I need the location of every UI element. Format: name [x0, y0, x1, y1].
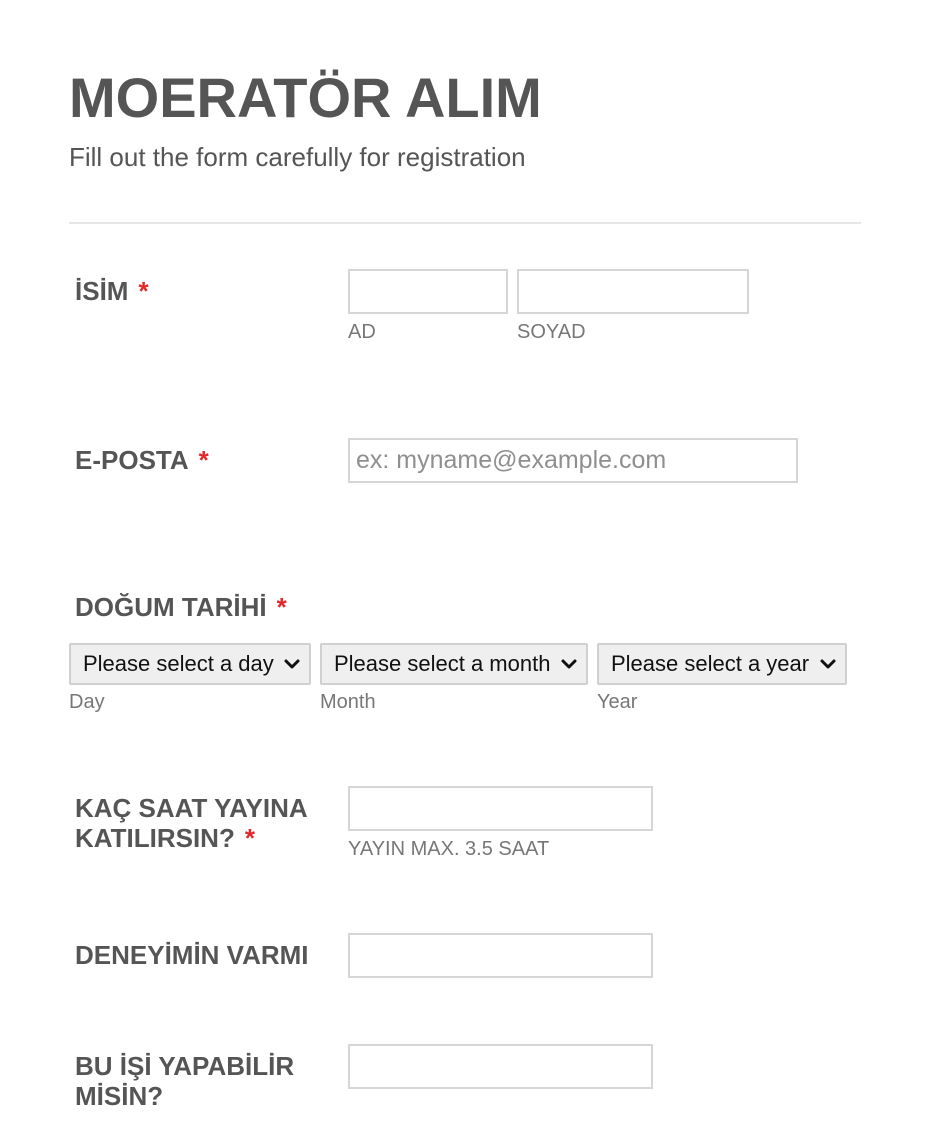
- name-required-mark: *: [138, 276, 149, 306]
- experience-label: DENEYİMİN VARMI: [75, 940, 309, 970]
- header-divider: [69, 222, 861, 224]
- chevron-down-icon: [283, 655, 301, 673]
- form-subtitle: Fill out the form carefully for registration: [69, 142, 526, 172]
- hours-label: [75, 793, 335, 853]
- day-sublabel: Day: [69, 691, 105, 713]
- first-name-input[interactable]: [348, 269, 508, 314]
- birthdate-label-text: DOĞUM TARİHİ: [75, 592, 267, 622]
- chevron-down-icon: [819, 655, 837, 673]
- hours-input[interactable]: [348, 786, 653, 831]
- last-name-input[interactable]: [517, 269, 749, 314]
- capable-label-line2: MİSİN?: [75, 1081, 164, 1111]
- year-select-value: Please select a year: [611, 651, 810, 676]
- last-name-sublabel: SOYAD: [517, 321, 586, 343]
- year-select[interactable]: [597, 643, 847, 685]
- chevron-down-icon: [560, 655, 578, 673]
- month-select[interactable]: [320, 643, 588, 685]
- capable-label: [75, 1051, 335, 1111]
- year-sublabel: Year: [597, 691, 638, 713]
- hours-label-line1: KAÇ SAAT YAYINA: [75, 793, 308, 823]
- email-required-mark: *: [198, 445, 209, 475]
- birthdate-required-mark: *: [276, 592, 287, 622]
- day-select[interactable]: [69, 643, 311, 685]
- month-select-value: Please select a month: [334, 651, 551, 676]
- email-label-text: E-POSTA: [75, 445, 189, 475]
- birthdate-label: [75, 592, 287, 622]
- first-name-sublabel: AD: [348, 321, 376, 343]
- day-select-value: Please select a day: [83, 651, 274, 676]
- name-label-text: İSİM: [75, 276, 129, 306]
- experience-input[interactable]: [348, 933, 653, 978]
- capable-label-line1: BU İŞİ YAPABİLİR: [75, 1051, 295, 1081]
- name-label: [75, 276, 149, 306]
- capable-input[interactable]: [348, 1044, 653, 1089]
- email-input[interactable]: [348, 438, 798, 483]
- email-label: [75, 445, 209, 475]
- hours-required-mark: *: [244, 823, 255, 853]
- hours-sublabel: YAYIN MAX. 3.5 SAAT: [348, 838, 550, 860]
- month-sublabel: Month: [320, 691, 376, 713]
- hours-label-line2: KATILIRSIN?: [75, 823, 235, 853]
- hours-label-line2-wrap: [75, 823, 335, 853]
- form-title: MOERATÖR ALIM: [69, 66, 542, 129]
